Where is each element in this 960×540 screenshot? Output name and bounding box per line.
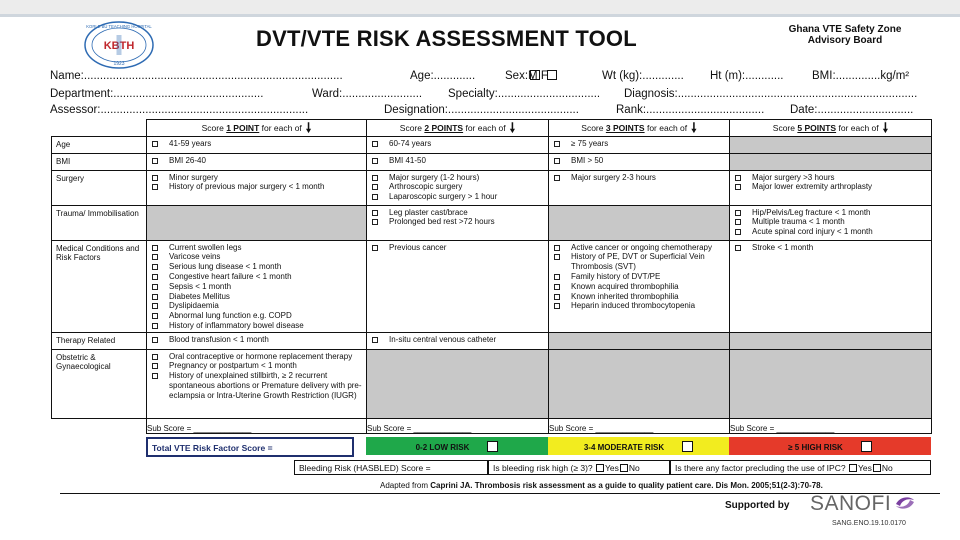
risk-factor-item bbox=[554, 156, 725, 166]
cell-1-point bbox=[147, 137, 367, 154]
cell-1-point-na bbox=[147, 205, 367, 240]
risk-factor-text: History of unexplained stillbirth, ≥ 2 recurrent spontaneous abortions or Premature delivery with pre-eclampsia or Intra-Uterine Growth Restriction (IUGR) bbox=[169, 371, 362, 400]
risk-factor-item bbox=[554, 282, 725, 292]
row-label: Surgery bbox=[52, 170, 147, 205]
row-label: Medical Conditions and Risk Factors bbox=[52, 240, 147, 332]
risk-factor-checkbox[interactable] bbox=[152, 303, 158, 309]
specialty-field[interactable]: Specialty:................................ bbox=[448, 88, 601, 100]
risk-factor-item bbox=[554, 139, 725, 149]
cell-2-points bbox=[367, 205, 549, 240]
svg-text:KORLE BU TEACHING HOSPITAL: KORLE BU TEACHING HOSPITAL bbox=[86, 24, 152, 29]
risk-factor-checkbox[interactable] bbox=[554, 141, 560, 147]
risk-factor-text: Diabetes Mellitus bbox=[169, 291, 230, 301]
cell-3-points-na bbox=[549, 205, 730, 240]
cell-3-points bbox=[549, 170, 730, 205]
row-trauma bbox=[52, 205, 932, 240]
risk-factor-checkbox[interactable] bbox=[152, 363, 158, 369]
risk-factor-text: Family history of DVT/PE bbox=[571, 271, 661, 281]
age-field[interactable]: Age:............. bbox=[410, 70, 476, 82]
row-label: Trauma/ Immobilisation bbox=[52, 205, 147, 240]
svg-text:KBTH: KBTH bbox=[103, 40, 135, 52]
risk-factor-checkbox[interactable] bbox=[372, 141, 378, 147]
cell-5-points-na bbox=[730, 332, 932, 349]
risk-factor-item bbox=[372, 335, 544, 345]
high-risk-label: ≥ 5 HIGH RISK bbox=[788, 443, 843, 452]
risk-factor-text: Current swollen legs bbox=[169, 242, 242, 252]
risk-factor-checkbox[interactable] bbox=[735, 175, 741, 181]
cell-1-point bbox=[147, 240, 367, 332]
cell-5-points bbox=[730, 170, 932, 205]
risk-factor-text: Abnormal lung function e.g. COPD bbox=[169, 311, 292, 321]
row-surgery bbox=[52, 170, 932, 205]
risk-factor-checkbox[interactable] bbox=[152, 245, 158, 251]
risk-factor-text: Arthroscopic surgery bbox=[389, 182, 463, 192]
sex-f-label: F bbox=[540, 70, 548, 82]
assessor-field[interactable]: Assessor:................................................................. bbox=[50, 104, 309, 116]
risk-factor-text: Oral contraceptive or hormone replacement therapy bbox=[169, 351, 353, 361]
total-score-field[interactable]: Total VTE Risk Factor Score = bbox=[146, 437, 354, 457]
cell-5-points-na bbox=[730, 349, 932, 418]
risk-factor-text: History of previous major surgery < 1 month bbox=[169, 182, 325, 192]
risk-factor-checkbox[interactable] bbox=[372, 337, 378, 343]
risk-factor-item bbox=[372, 156, 544, 166]
risk-factor-text: Active cancer or ongoing chemotherapy bbox=[571, 242, 712, 252]
cell-2-points-na bbox=[367, 349, 549, 418]
cell-1-point bbox=[147, 170, 367, 205]
subscore-5[interactable]: Sub Score = _____________ bbox=[730, 418, 932, 434]
risk-factor-item bbox=[152, 139, 362, 149]
risk-factor-checkbox[interactable] bbox=[152, 274, 158, 280]
risk-factor-checkbox[interactable] bbox=[735, 210, 741, 216]
risk-factor-checkbox[interactable] bbox=[152, 337, 158, 343]
patient-row-2 bbox=[50, 88, 930, 104]
risk-factor-item bbox=[554, 292, 725, 302]
risk-factor-checkbox[interactable] bbox=[152, 373, 158, 379]
risk-factor-text: Major surgery 2-3 hours bbox=[571, 172, 656, 182]
cell-5-points bbox=[730, 205, 932, 240]
sex-label: Sex: bbox=[505, 70, 529, 82]
cell-2-points bbox=[367, 137, 549, 154]
risk-factor-item bbox=[372, 243, 544, 253]
risk-factor-item bbox=[735, 173, 927, 183]
row-label: Age bbox=[52, 137, 147, 154]
risk-factor-item bbox=[735, 217, 927, 227]
row-label: Therapy Related bbox=[52, 332, 147, 349]
supported-by: Supported by bbox=[725, 500, 790, 511]
row-label: Obstetric & Gynaecological bbox=[52, 349, 147, 418]
risk-factor-text: BMI 26-40 bbox=[169, 155, 206, 165]
arrow-down-icon: 🠗 bbox=[882, 119, 889, 135]
moderate-risk-checkbox[interactable] bbox=[682, 441, 693, 452]
risk-factor-checkbox[interactable] bbox=[554, 294, 560, 300]
risk-factor-item bbox=[554, 252, 725, 272]
risk-factor-text: Known acquired thrombophilia bbox=[571, 281, 679, 291]
footer-rule bbox=[60, 493, 940, 494]
risk-factor-item bbox=[152, 321, 362, 331]
risk-factor-checkbox[interactable] bbox=[735, 245, 741, 251]
risk-factor-text: Heparin induced thrombocytopenia bbox=[571, 301, 696, 311]
ipc-question: Is there any factor precluding the use of IPC? Yes No bbox=[670, 460, 931, 475]
diagnosis-field[interactable]: Diagnosis:........................................................................... bbox=[624, 88, 918, 100]
subscore-3[interactable]: Sub Score = _____________ bbox=[549, 418, 730, 434]
risk-factor-text: Blood transfusion < 1 month bbox=[169, 334, 269, 344]
risk-factor-item bbox=[152, 156, 362, 166]
risk-factor-checkbox[interactable] bbox=[372, 184, 378, 190]
risk-factor-item bbox=[152, 173, 362, 183]
risk-factor-item bbox=[554, 173, 725, 183]
risk-factor-item bbox=[554, 243, 725, 253]
moderate-risk-label: 3-4 MODERATE RISK bbox=[583, 443, 665, 452]
sex-m-label: M bbox=[528, 70, 538, 82]
risk-factor-checkbox[interactable] bbox=[152, 141, 158, 147]
patient-row-1 bbox=[50, 70, 930, 86]
risk-factor-text: Major surgery >3 hours bbox=[752, 172, 835, 182]
low-risk-checkbox[interactable] bbox=[487, 441, 498, 452]
risk-factor-item bbox=[152, 243, 362, 253]
risk-factor-checkbox[interactable] bbox=[554, 245, 560, 251]
hasbled-score-field[interactable]: Bleeding Risk (HASBLED) Score = bbox=[294, 460, 488, 475]
bleeding-no-checkbox[interactable] bbox=[620, 464, 628, 472]
cell-5-points-na bbox=[730, 153, 932, 170]
svg-text:1923: 1923 bbox=[113, 61, 125, 67]
risk-factor-item bbox=[152, 335, 362, 345]
risk-factor-text: History of PE, DVT or Superficial Vein Thrombosis (SVT) bbox=[571, 252, 705, 272]
risk-factor-text: In-situ central venous catheter bbox=[389, 334, 497, 344]
header-1-point: Score 1 POINT for each of 🠗 bbox=[147, 120, 367, 137]
risk-factor-text: Congestive heart failure < 1 month bbox=[169, 271, 292, 281]
risk-factor-item bbox=[735, 208, 927, 218]
risk-factor-item bbox=[372, 173, 544, 183]
low-risk-band bbox=[366, 437, 548, 455]
risk-factor-text: Hip/Pelvis/Leg fracture < 1 month bbox=[752, 207, 871, 217]
row-age bbox=[52, 137, 932, 154]
risk-factor-item bbox=[735, 182, 927, 192]
citation: Adapted from Caprini JA. Thrombosis risk assessment as a guide to quality patient care. Dis Mon. 2005;51(2-3):70-78. bbox=[380, 481, 823, 490]
advisory-board bbox=[770, 24, 920, 46]
risk-factor-text: 60-74 years bbox=[389, 139, 432, 148]
name-field[interactable]: Name:................................................................................. bbox=[50, 70, 343, 82]
risk-factor-item bbox=[152, 311, 362, 321]
risk-factor-item bbox=[152, 262, 362, 272]
risk-factor-text: Known inherited thrombophilia bbox=[571, 291, 679, 301]
risk-factor-checkbox[interactable] bbox=[152, 184, 158, 190]
risk-factor-text: History of inflammatory bowel disease bbox=[169, 320, 304, 330]
ipc-yes-checkbox[interactable] bbox=[849, 464, 857, 472]
cell-3-points-na bbox=[549, 332, 730, 349]
header-2-points: Score 2 POINTS for each of 🠗 bbox=[367, 120, 549, 137]
risk-factor-item bbox=[152, 182, 362, 192]
risk-factor-table bbox=[51, 119, 932, 434]
risk-factor-text: Acute spinal cord injury < 1 month bbox=[752, 227, 873, 237]
sex-m-checkbox[interactable] bbox=[530, 70, 540, 80]
risk-factor-checkbox[interactable] bbox=[152, 313, 158, 319]
patient-row-3 bbox=[50, 104, 930, 120]
board-line-1: Ghana VTE Safety Zone bbox=[788, 24, 902, 35]
risk-factor-checkbox[interactable] bbox=[554, 303, 560, 309]
designation-field[interactable]: Designation:......................................... bbox=[384, 104, 579, 116]
risk-factor-item bbox=[735, 243, 927, 253]
risk-factor-item bbox=[152, 272, 362, 282]
risk-factor-text: 41-59 years bbox=[169, 139, 212, 148]
arrow-down-icon: 🠗 bbox=[691, 119, 697, 135]
risk-factor-text: Multiple trauma < 1 month bbox=[752, 217, 845, 227]
low-risk-label: 0-2 LOW RISK bbox=[415, 443, 470, 452]
cell-5-points bbox=[730, 240, 932, 332]
risk-factor-checkbox[interactable] bbox=[735, 219, 741, 225]
risk-factor-item bbox=[152, 371, 362, 400]
risk-factor-item bbox=[372, 139, 544, 149]
kbth-logo bbox=[83, 20, 155, 70]
risk-factor-item bbox=[152, 282, 362, 292]
risk-factor-checkbox[interactable] bbox=[554, 274, 560, 280]
risk-factor-checkbox[interactable] bbox=[152, 158, 158, 164]
cell-1-point bbox=[147, 332, 367, 349]
sex-f-checkbox[interactable] bbox=[547, 70, 557, 80]
risk-factor-text: Laparoscopic surgery > 1 hour bbox=[389, 192, 498, 202]
risk-factor-text: Sepsis < 1 month bbox=[169, 281, 232, 291]
rank-field[interactable]: Rank:..................................... bbox=[616, 104, 765, 116]
risk-factor-item bbox=[372, 182, 544, 192]
bleeding-yes-checkbox[interactable] bbox=[596, 464, 604, 472]
risk-factor-item bbox=[372, 217, 544, 227]
subscore-1[interactable]: Sub Score = _____________ bbox=[147, 418, 367, 434]
high-risk-band bbox=[729, 437, 931, 455]
risk-factor-checkbox[interactable] bbox=[554, 158, 560, 164]
row-obstetric bbox=[52, 349, 932, 418]
risk-factor-text: Stroke < 1 month bbox=[752, 242, 814, 252]
risk-factor-checkbox[interactable] bbox=[152, 354, 158, 360]
risk-factor-checkbox[interactable] bbox=[554, 175, 560, 181]
risk-factor-checkbox[interactable] bbox=[152, 254, 158, 260]
risk-factor-text: Minor surgery bbox=[169, 172, 218, 182]
row-bmi bbox=[52, 153, 932, 170]
sanofi-swirl-icon bbox=[894, 494, 916, 512]
cell-5-points-na bbox=[730, 137, 932, 154]
weight-field[interactable]: Wt (kg):............. bbox=[602, 70, 684, 82]
subscore-2[interactable]: Sub Score = _____________ bbox=[367, 418, 549, 434]
risk-factor-item bbox=[152, 352, 362, 362]
cell-2-points bbox=[367, 170, 549, 205]
risk-factor-text: ≥ 75 years bbox=[571, 139, 609, 148]
ward-field[interactable]: Ward:......................... bbox=[312, 88, 423, 100]
risk-factor-text: Varicose veins bbox=[169, 252, 221, 262]
risk-factor-checkbox[interactable] bbox=[372, 194, 378, 200]
risk-factor-text: Dyslipidaemia bbox=[169, 301, 219, 311]
top-bar bbox=[0, 0, 960, 14]
row-medical bbox=[52, 240, 932, 332]
cell-3-points bbox=[549, 240, 730, 332]
risk-factor-text: BMI 41-50 bbox=[389, 155, 426, 165]
risk-factor-text: Pregnancy or postpartum < 1 month bbox=[169, 361, 297, 371]
cell-3-points bbox=[549, 153, 730, 170]
cell-1-point bbox=[147, 349, 367, 418]
risk-factor-checkbox[interactable] bbox=[372, 245, 378, 251]
risk-factor-item bbox=[372, 208, 544, 218]
cell-2-points bbox=[367, 153, 549, 170]
cell-2-points bbox=[367, 240, 549, 332]
department-field[interactable]: Department:............................................... bbox=[50, 88, 264, 100]
bmi-field[interactable]: BMI:..............kg/m² bbox=[812, 70, 910, 82]
risk-factor-checkbox[interactable] bbox=[372, 210, 378, 216]
cell-1-point bbox=[147, 153, 367, 170]
risk-factor-checkbox[interactable] bbox=[554, 254, 560, 260]
risk-factor-checkbox[interactable] bbox=[554, 284, 560, 290]
risk-factor-checkbox[interactable] bbox=[152, 294, 158, 300]
risk-factor-checkbox[interactable] bbox=[152, 264, 158, 270]
high-risk-checkbox[interactable] bbox=[861, 441, 872, 452]
bleeding-high-question: Is bleeding risk high (≥ 3)? Yes No bbox=[488, 460, 670, 475]
risk-factor-item bbox=[152, 252, 362, 262]
risk-factor-item bbox=[735, 227, 927, 237]
date-field[interactable]: Date:.............................. bbox=[790, 104, 914, 116]
document-code: SANG.ENO.19.10.0170 bbox=[832, 520, 906, 527]
table-header-row bbox=[52, 120, 932, 137]
board-line-2: Advisory Board bbox=[807, 35, 883, 46]
page-title: DVT/VTE RISK ASSESSMENT TOOL bbox=[256, 26, 637, 51]
arrow-down-icon: 🠗 bbox=[509, 119, 516, 135]
risk-factor-item bbox=[554, 272, 725, 282]
ipc-no-checkbox[interactable] bbox=[873, 464, 881, 472]
sanofi-logo: SANOFI bbox=[810, 492, 916, 516]
risk-factor-checkbox[interactable] bbox=[372, 175, 378, 181]
risk-factor-item bbox=[554, 301, 725, 311]
risk-factor-checkbox[interactable] bbox=[152, 175, 158, 181]
header-3-points: Score 3 POINTS for each of 🠗 bbox=[549, 120, 730, 137]
row-therapy bbox=[52, 332, 932, 349]
cell-2-points bbox=[367, 332, 549, 349]
top-bar-rule bbox=[0, 14, 960, 17]
risk-factor-item bbox=[152, 292, 362, 302]
risk-factor-checkbox[interactable] bbox=[372, 219, 378, 225]
risk-factor-text: Major lower extremity arthroplasty bbox=[752, 182, 873, 192]
risk-factor-text: Leg plaster cast/brace bbox=[389, 207, 468, 217]
moderate-risk-band bbox=[548, 437, 729, 455]
risk-factor-text: BMI > 50 bbox=[571, 155, 604, 165]
risk-factor-text: Prolonged bed rest >72 hours bbox=[389, 217, 495, 227]
arrow-down-icon: 🠗 bbox=[305, 119, 312, 135]
risk-factor-text: Major surgery (1-2 hours) bbox=[389, 172, 480, 182]
risk-factor-checkbox[interactable] bbox=[735, 229, 741, 235]
cell-3-points bbox=[549, 137, 730, 154]
cell-3-points-na bbox=[549, 349, 730, 418]
header-5-points: Score 5 POINTS for each of 🠗 bbox=[730, 120, 932, 137]
risk-factor-checkbox[interactable] bbox=[152, 323, 158, 329]
risk-factor-item bbox=[152, 361, 362, 371]
risk-factor-checkbox[interactable] bbox=[152, 284, 158, 290]
height-field[interactable]: Ht (m):............ bbox=[710, 70, 784, 82]
risk-factor-checkbox[interactable] bbox=[372, 158, 378, 164]
sex-field bbox=[505, 70, 548, 82]
risk-factor-item bbox=[372, 192, 544, 202]
risk-factor-checkbox[interactable] bbox=[735, 184, 741, 190]
risk-factor-item bbox=[152, 301, 362, 311]
risk-factor-text: Serious lung disease < 1 month bbox=[169, 262, 282, 272]
risk-factor-text: Previous cancer bbox=[389, 242, 447, 252]
subscore-row bbox=[52, 418, 932, 434]
row-label: BMI bbox=[52, 153, 147, 170]
